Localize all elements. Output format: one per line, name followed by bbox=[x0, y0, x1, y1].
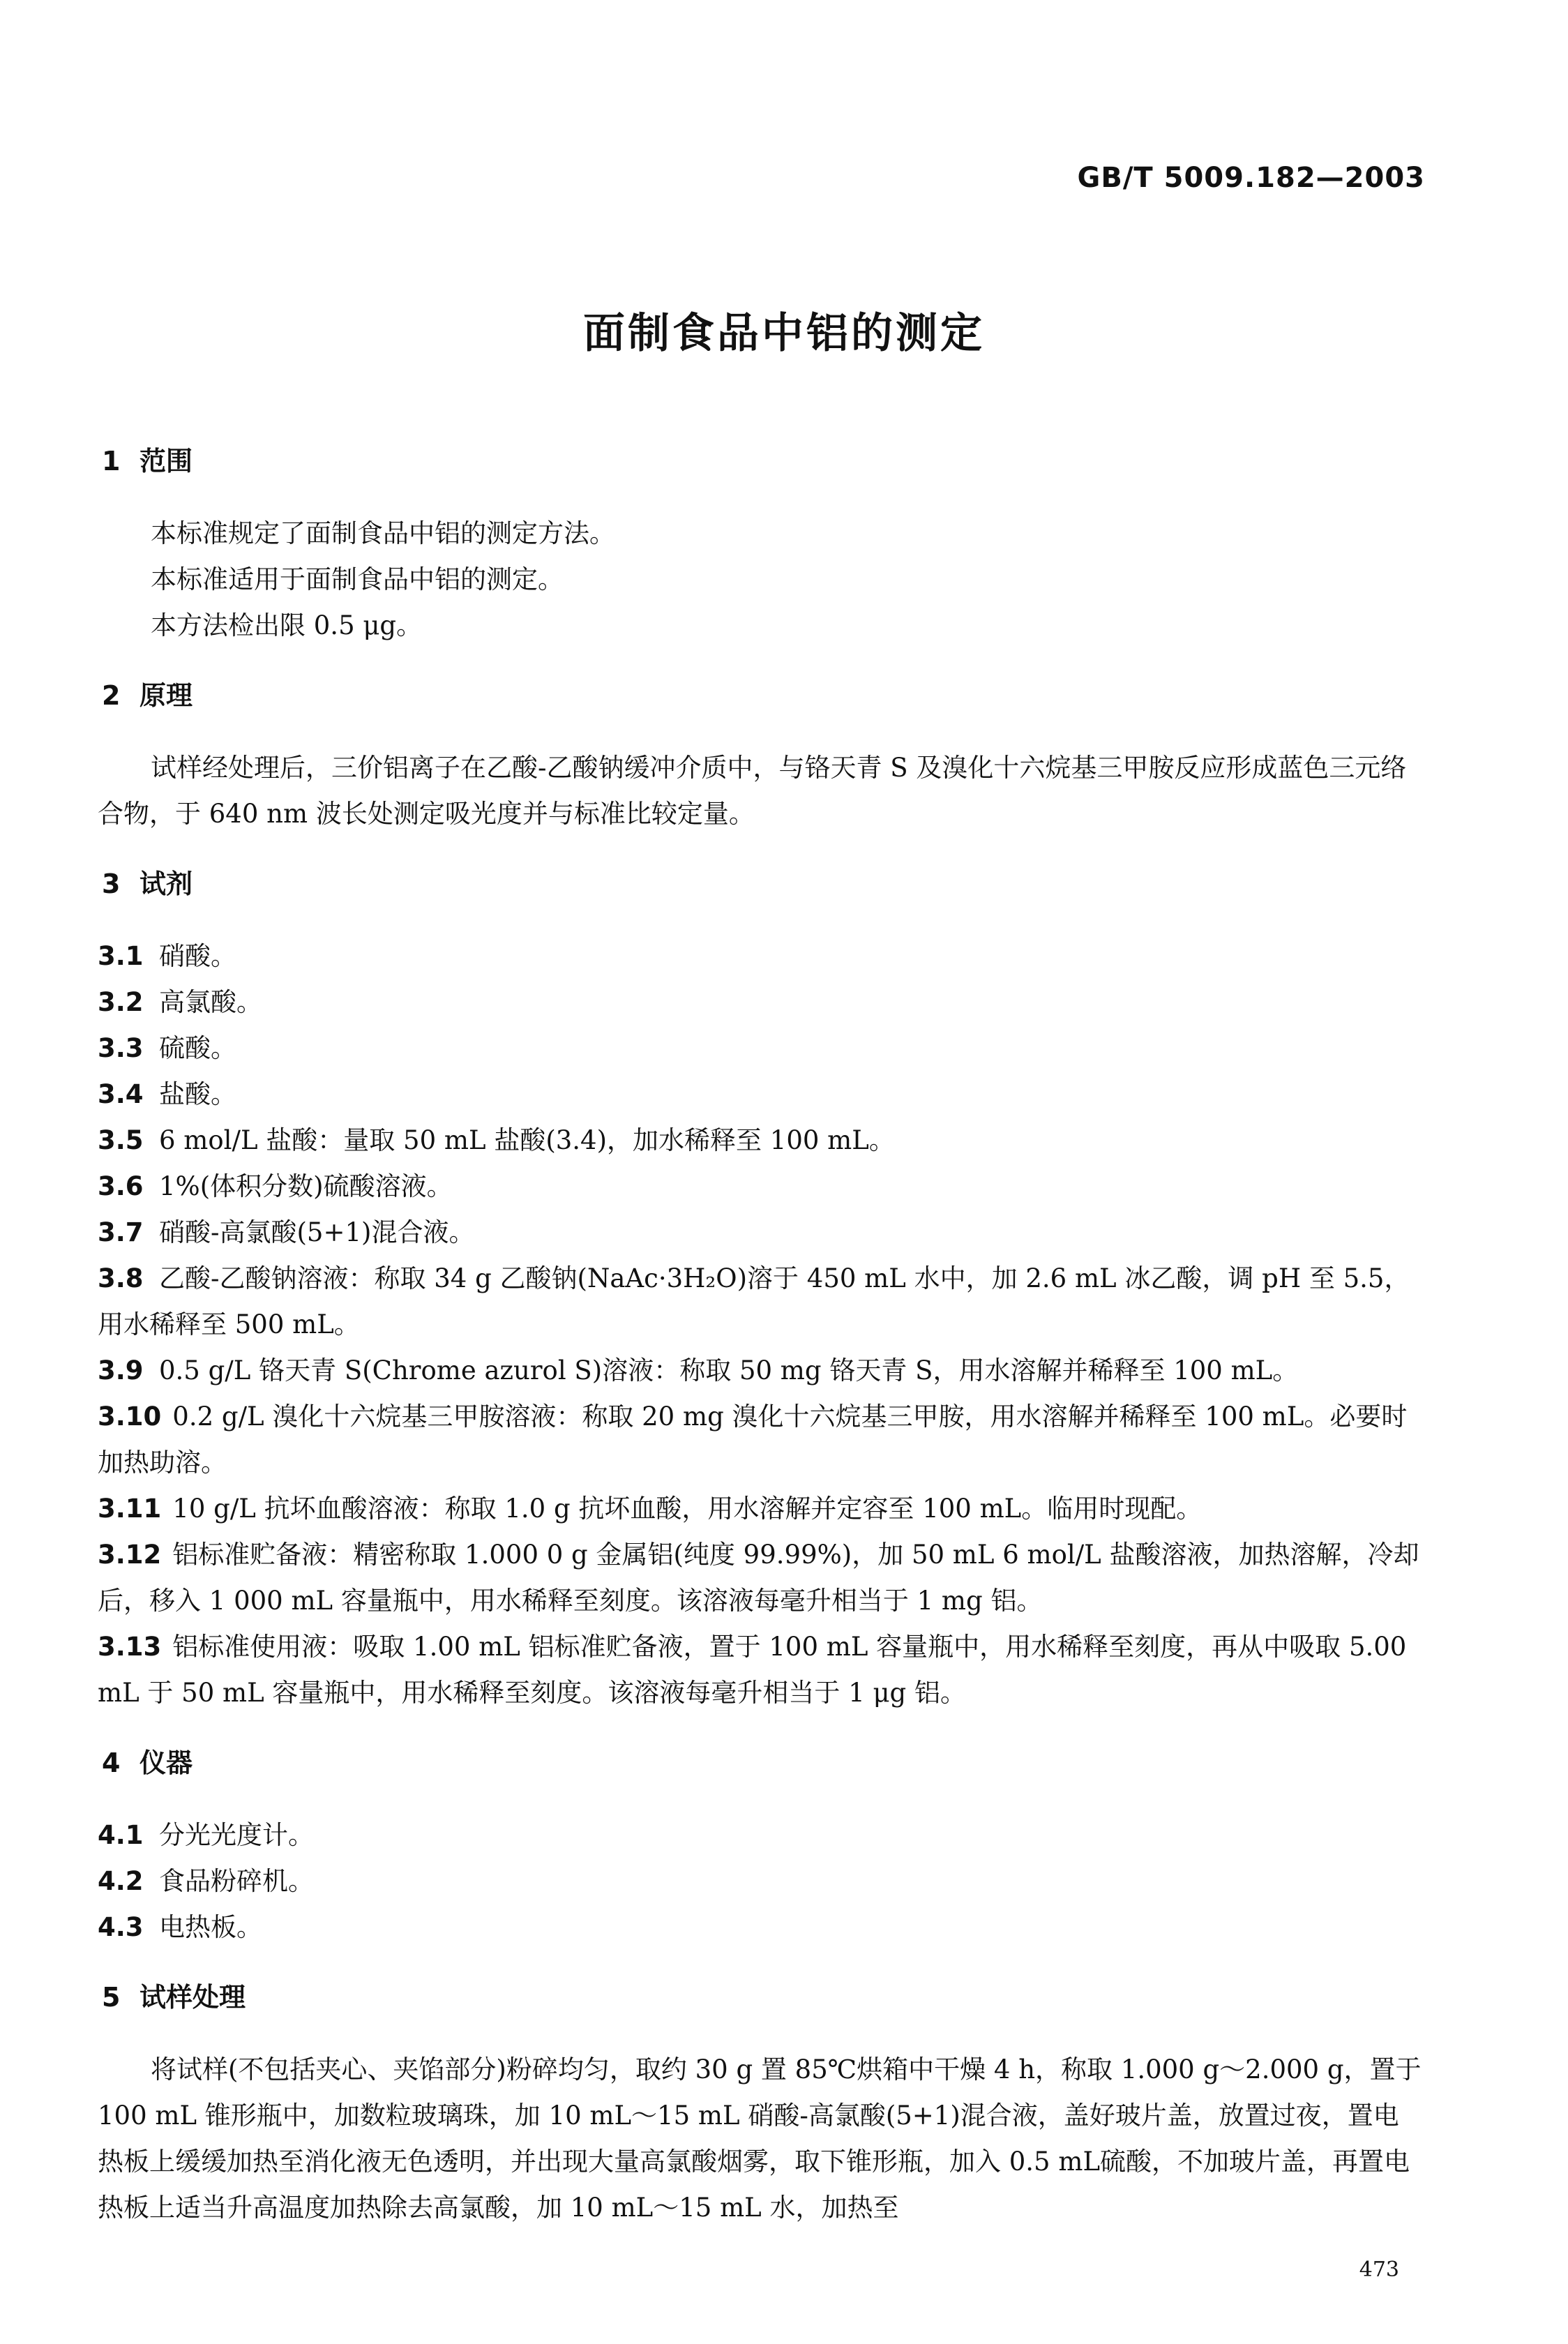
list-item bbox=[98, 1812, 1423, 1858]
section-heading-sample-treatment bbox=[98, 1974, 1423, 2020]
item-number: 3.2 bbox=[98, 987, 144, 1017]
section-number: 1 bbox=[102, 446, 121, 476]
item-number: 3.5 bbox=[98, 1125, 144, 1155]
list-item bbox=[98, 979, 1423, 1026]
item-text: 硝酸。 bbox=[159, 941, 236, 971]
list-item bbox=[98, 1256, 1423, 1348]
instrument-list bbox=[98, 1812, 1423, 1951]
list-item bbox=[98, 1394, 1423, 1486]
item-number: 3.8 bbox=[98, 1263, 144, 1293]
section-principle bbox=[98, 745, 1423, 837]
item-number: 3.7 bbox=[98, 1217, 144, 1247]
item-number: 3.4 bbox=[98, 1079, 144, 1109]
section-heading-scope bbox=[98, 438, 1423, 484]
reagent-list bbox=[98, 933, 1423, 1716]
list-item bbox=[98, 1486, 1423, 1532]
list-item bbox=[98, 1118, 1423, 1164]
section-title: 试样处理 bbox=[140, 1982, 246, 2013]
item-text: 铝标准贮备液：精密称取 1.000 0 g 金属铝(纯度 99.99%)，加 50 mL 6 mol/L 盐酸溶液，加热溶解，冷却后，移入 1 000 mL 容量瓶中，用水稀释至刻度。该溶液每毫升相当于 1 mg 铝。 bbox=[98, 1540, 1419, 1616]
item-number: 4.1 bbox=[98, 1820, 144, 1850]
item-text: 食品粉碎机。 bbox=[159, 1866, 314, 1896]
paragraph: 试样经处理后，三价铝离子在乙酸-乙酸钠缓冲介质中，与铬天青 S 及溴化十六烷基三甲胺反应形成蓝色三元络合物，于 640 nm 波长处测定吸光度并与标准比较定量。 bbox=[98, 753, 1407, 829]
item-text: 硫酸。 bbox=[159, 1033, 236, 1063]
item-text: 0.2 g/L 溴化十六烷基三甲胺溶液：称取 20 mg 溴化十六烷基三甲胺，用水溶解并稀释至 100 mL。必要时加热助溶。 bbox=[98, 1402, 1408, 1478]
section-number: 5 bbox=[102, 1982, 121, 2013]
item-text: 硝酸-高氯酸(5+1)混合液。 bbox=[159, 1217, 475, 1247]
item-number: 3.11 bbox=[98, 1494, 162, 1524]
section-number: 3 bbox=[102, 869, 121, 899]
section-title: 仪器 bbox=[140, 1748, 193, 1778]
item-text: 高氯酸。 bbox=[159, 987, 262, 1017]
item-text: 盐酸。 bbox=[159, 1079, 236, 1109]
item-number: 3.13 bbox=[98, 1632, 162, 1662]
item-text: 1%(体积分数)硫酸溶液。 bbox=[159, 1171, 453, 1201]
section-title: 试剂 bbox=[140, 869, 193, 899]
standard-code: GB/T 5009.182—2003 bbox=[1077, 162, 1425, 194]
item-text: 乙酸-乙酸钠溶液：称取 34 g 乙酸钠(NaAc·3H₂O)溶于 450 mL 水中，加 2.6 mL 冰乙酸，调 pH 至 5.5，用水稀释至 500 mL。 bbox=[98, 1263, 1410, 1339]
paragraph: 将试样(不包括夹心、夹馅部分)粉碎均匀，取约 30 g 置 85℃烘箱中干燥 4 h，称取 1.000 g～2.000 g，置于 100 mL 锥形瓶中，加数粒玻璃珠，加 10 mL～15 mL 硝酸-高氯酸(5+1)混合液，盖好玻片盖，放置过夜，置电热板上缓缓加热至消化液无色透明，并出现大量高氯酸烟雾，取下锥形瓶，加入 0.5 mL硫酸，不加玻片盖，再置电热板上适当升高温度加热除去高氯酸，加 10 mL～15 mL 水，加热至 bbox=[98, 2054, 1422, 2223]
page-title: 面制食品中铝的测定 bbox=[583, 309, 985, 358]
section-heading-reagents bbox=[98, 861, 1423, 907]
list-item bbox=[98, 1026, 1423, 1072]
section-number: 2 bbox=[102, 680, 121, 711]
item-number: 3.1 bbox=[98, 941, 144, 971]
paragraph: 本标准规定了面制食品中铝的测定方法。 bbox=[151, 518, 615, 548]
list-item bbox=[98, 1210, 1423, 1256]
item-number: 3.9 bbox=[98, 1355, 144, 1385]
section-scope bbox=[98, 511, 1423, 649]
list-item bbox=[98, 1858, 1423, 1904]
item-text: 6 mol/L 盐酸：量取 50 mL 盐酸(3.4)，加水稀释至 100 mL。 bbox=[159, 1125, 895, 1155]
item-number: 4.3 bbox=[98, 1912, 144, 1942]
section-sample-treatment bbox=[98, 2047, 1423, 2231]
document-body bbox=[98, 438, 1423, 2255]
paragraph: 本标准适用于面制食品中铝的测定。 bbox=[151, 564, 564, 594]
section-number: 4 bbox=[102, 1748, 121, 1778]
item-number: 3.6 bbox=[98, 1171, 144, 1201]
list-item bbox=[98, 1348, 1423, 1394]
list-item bbox=[98, 1532, 1423, 1624]
list-item bbox=[98, 1072, 1423, 1118]
paragraph: 本方法检出限 0.5 μg。 bbox=[151, 610, 423, 640]
item-number: 3.10 bbox=[98, 1402, 162, 1432]
section-title: 范围 bbox=[140, 446, 193, 476]
list-item bbox=[98, 1624, 1423, 1716]
item-text: 铝标准使用液：吸取 1.00 mL 铝标准贮备液，置于 100 mL 容量瓶中，用水稀释至刻度，再从中吸取 5.00 mL 于 50 mL 容量瓶中，用水稀释至刻度。该溶液每毫升相当于 1 μg 铝。 bbox=[98, 1632, 1407, 1708]
item-text: 10 g/L 抗坏血酸溶液：称取 1.0 g 抗坏血酸，用水溶解并定容至 100 mL。临用时现配。 bbox=[172, 1494, 1203, 1524]
list-item bbox=[98, 1164, 1423, 1210]
item-text: 0.5 g/L 铬天青 S(Chrome azurol S)溶液：称取 50 mg 铬天青 S，用水溶解并稀释至 100 mL。 bbox=[159, 1355, 1299, 1385]
item-text: 电热板。 bbox=[159, 1912, 262, 1942]
page-number: 473 bbox=[1359, 2257, 1399, 2282]
list-item bbox=[98, 933, 1423, 979]
item-text: 分光光度计。 bbox=[159, 1820, 314, 1850]
item-number: 4.2 bbox=[98, 1866, 144, 1896]
item-number: 3.3 bbox=[98, 1033, 144, 1063]
list-item bbox=[98, 1904, 1423, 1951]
item-number: 3.12 bbox=[98, 1540, 162, 1570]
section-heading-principle bbox=[98, 673, 1423, 719]
section-title: 原理 bbox=[140, 680, 193, 711]
section-heading-instruments bbox=[98, 1740, 1423, 1786]
